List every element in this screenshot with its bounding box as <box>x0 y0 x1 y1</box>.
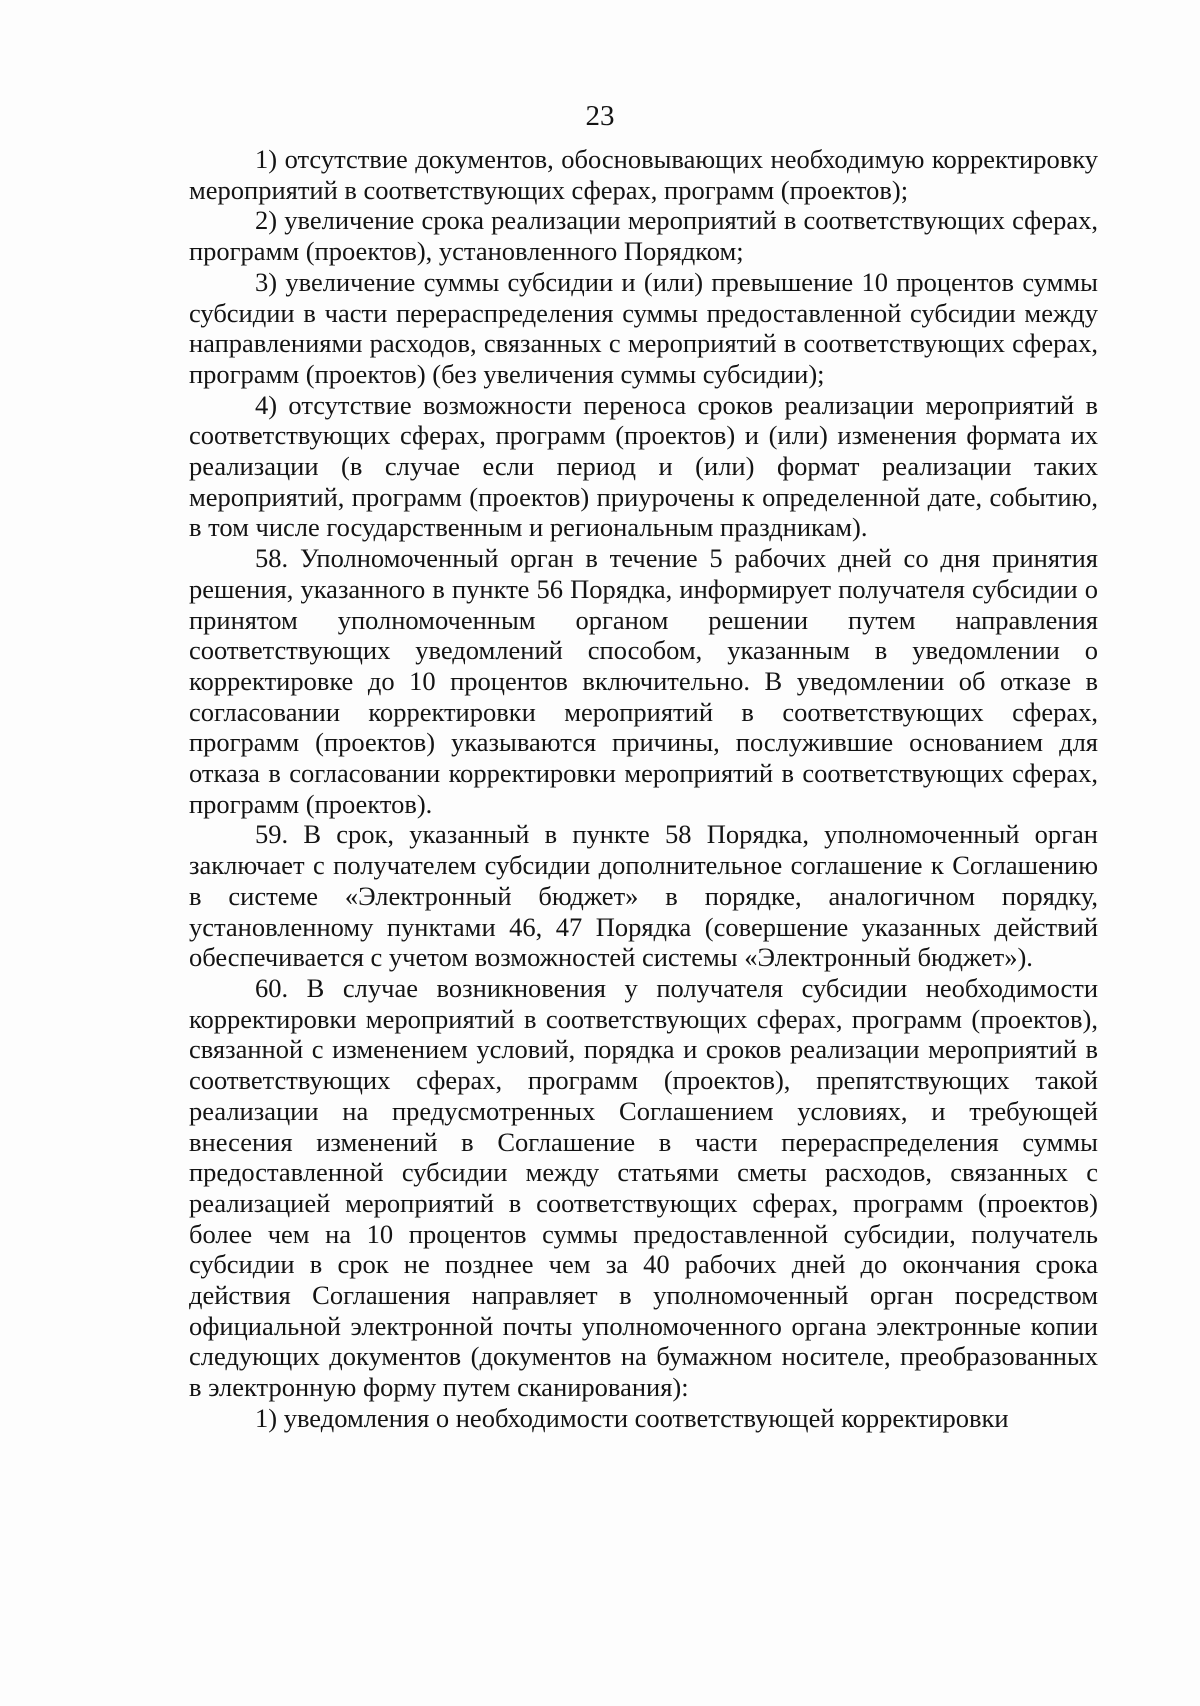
paragraph-clause-59: 59. В срок, указанный в пункте 58 Порядка, уполномоченный орган заключает с получателем субсидии дополнительное соглашение к Соглашению в системе «Электронный бюджет» в порядке, аналогичном порядку, установленному пунктами 46, 47 Порядка (совершение указанных действий обеспечивается с учетом возможностей системы «Электронный бюджет»). <box>189 819 1098 973</box>
paragraph-clause-60: 60. В случае возникновения у получателя субсидии необходимости корректировки мероприятий в соответствующих сферах, программ (проектов), связанной с изменением условий, порядка и сроков реализации мероприятий в соответствующих сферах, программ (проектов), препятствующих такой реализации на предусмотренных Соглашением условиях, и требующей внесения изменений в Соглашение в части перераспределения суммы предоставленной субсидии между статьями сметы расходов, связанных с реализацией мероприятий в соответствующих сферах, программ (проектов) более чем на 10 процентов суммы предоставленной субсидии, получатель субсидии в срок не позднее чем за 40 рабочих дней до окончания срока действия Соглашения направляет в уполномоченный орган посредством официальной электронной почты уполномоченного органа электронные копии следующих документов (документов на бумажном носителе, преобразованных в электронную форму путем сканирования): <box>189 972 1098 1403</box>
paragraph-item-3: 3) увеличение суммы субсидии и (или) превышение 10 процентов суммы субсидии в части перераспределения суммы предоставленной субсидии между направлениями расходов, связанных с мероприятий в соответствующих сферах, программ (проектов) (без увеличения суммы субсидии); <box>189 266 1098 389</box>
paragraph-subitem-1: 1) уведомления о необходимости соответствующей корректировки <box>255 1402 1009 1433</box>
paragraph-item-4: 4) отсутствие возможности переноса сроков реализации мероприятий в соответствующих сферах, программ (проектов) и (или) изменения формата их реализации (в случае если период и (или) формат реализации таких мероприятий, программ (проектов) приурочены к определенной дате, событию, в том числе государственным и региональным праздникам). <box>189 389 1098 543</box>
paragraph-item-2: 2) увеличение срока реализации мероприятий в соответствующих сферах, программ (проектов), установленного Порядком; <box>189 205 1098 267</box>
paragraph-item-1: 1) отсутствие документов, обосновывающих необходимую корректировку мероприятий в соответствующих сферах, программ (проектов); <box>189 144 1098 205</box>
document-body <box>189 144 1098 1434</box>
paragraph-clause-58: 58. Уполномоченный орган в течение 5 рабочих дней со дня принятия решения, указанного в пункте 56 Порядка, информирует получателя субсидии о принятом уполномоченным органом решении путем направления соответствующих уведомлений способом, указанным в уведомлении о корректировке до 10 процентов включительно. В уведомлении об отказе в согласовании корректировки мероприятий в соответствующих сферах, программ (проектов) указываются причины, послужившие основанием для отказа в согласовании корректировки мероприятий в соответствующих сферах, программ (проектов). <box>189 543 1098 819</box>
page-number: 23 <box>585 100 615 132</box>
